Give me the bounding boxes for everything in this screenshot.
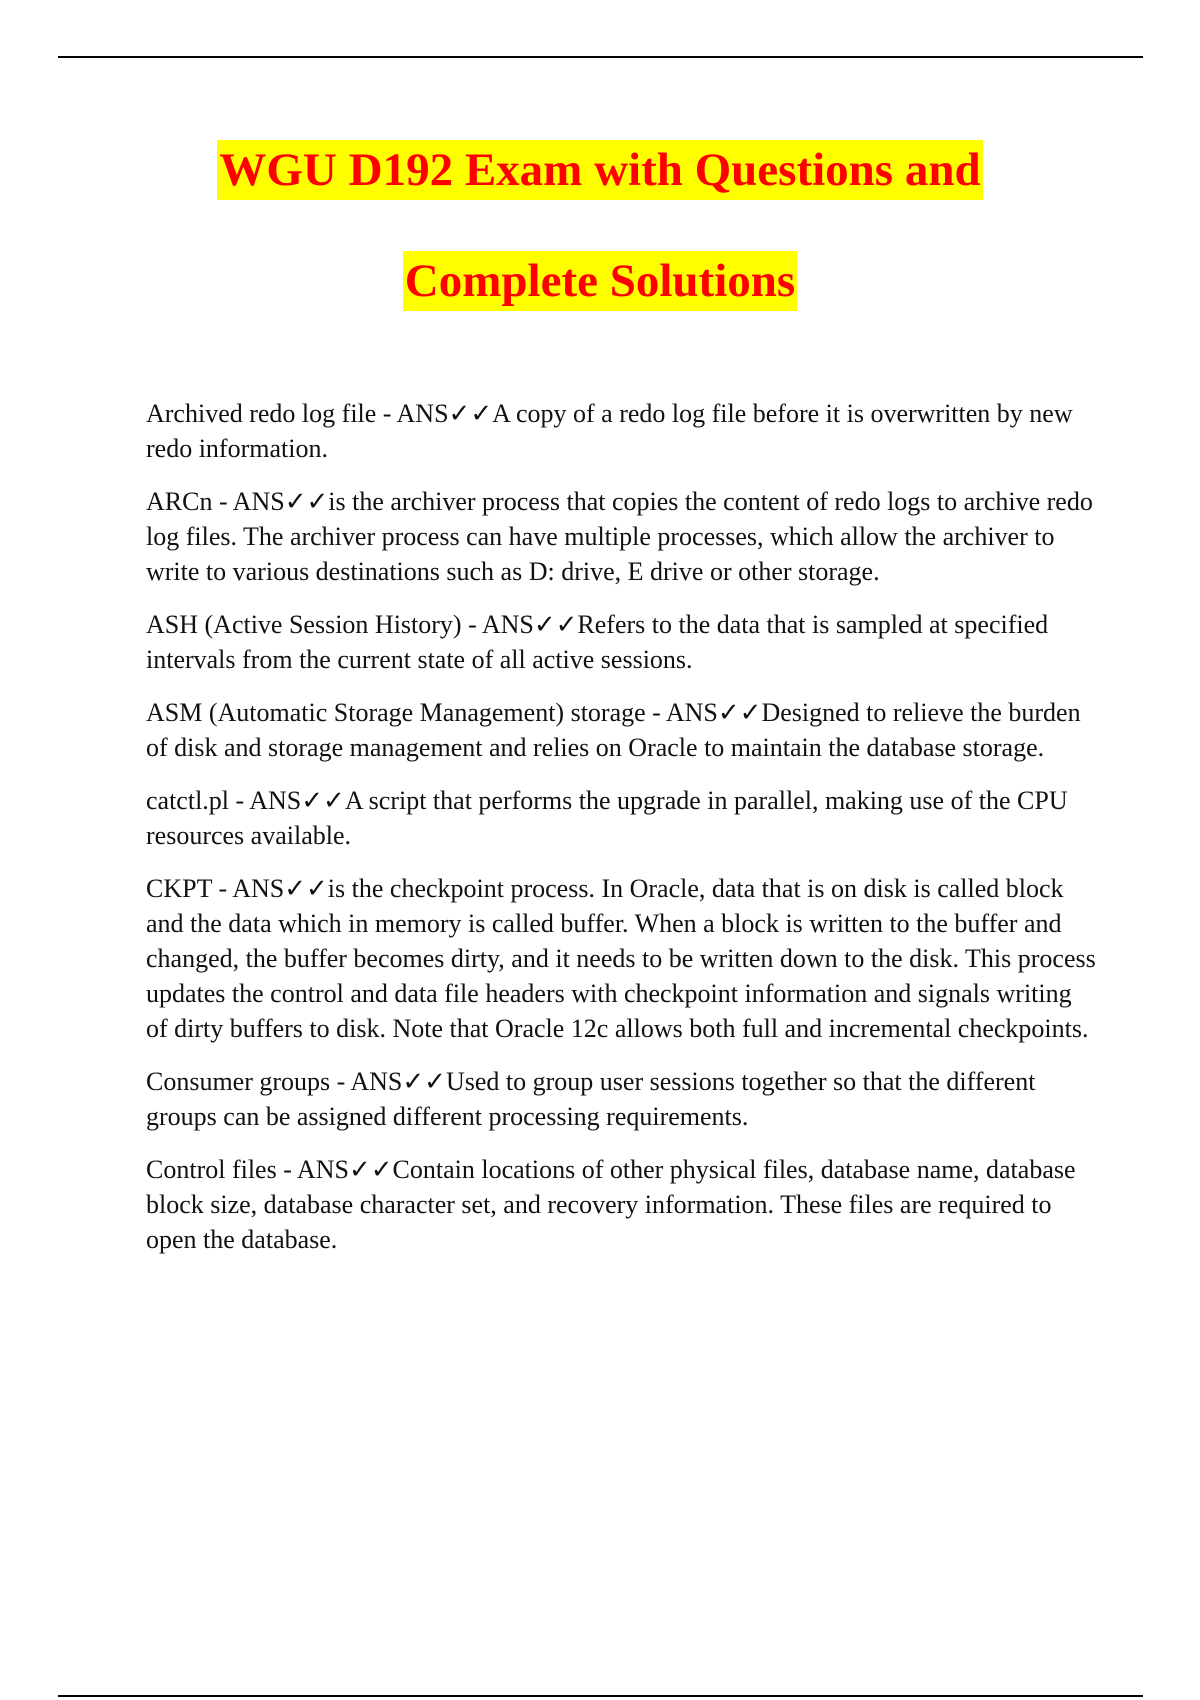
bottom-rule xyxy=(58,1695,1143,1697)
top-rule xyxy=(58,56,1143,58)
entry-asm-storage: ASM (Automatic Storage Management) storage - ANS✓✓Designed to relieve the burden of disk and storage management and relies on Oracle to maintain the database storage. xyxy=(146,698,1081,762)
document-title xyxy=(0,140,1200,311)
qa-entries xyxy=(146,396,1096,1275)
entry-archived-redo-log-file: Archived redo log file - ANS✓✓A copy of a redo log file before it is overwritten by new redo information. xyxy=(146,399,1073,463)
entry-catctl-pl: catctl.pl - ANS✓✓A script that performs the upgrade in parallel, making use of the CPU resources available. xyxy=(146,786,1068,850)
entry-ckpt: CKPT - ANS✓✓is the checkpoint process. In Oracle, data that is on disk is called block and the data which in memory is called buffer. When a block is written to the buffer and changed, the buffer becomes dirty, and it needs to be written down to the disk. This process updates the control and data file headers with checkpoint information and signals writing of dirty buffers to disk. Note that Oracle 12c allows both full and incremental checkpoints. xyxy=(146,874,1096,1043)
entry-arcn: ARCn - ANS✓✓is the archiver process that copies the content of redo logs to archive redo log files. The archiver process can have multiple processes, which allow the archiver to write to various destinations such as D: drive, E drive or other storage. xyxy=(146,487,1093,586)
entry-consumer-groups: Consumer groups - ANS✓✓Used to group user sessions together so that the different groups can be assigned different processing requirements. xyxy=(146,1067,1036,1131)
entry-control-files: Control files - ANS✓✓Contain locations of other physical files, database name, database block size, database character set, and recovery information. These files are required to open the database. xyxy=(146,1155,1076,1254)
entry-ash: ASH (Active Session History) - ANS✓✓Refers to the data that is sampled at specified intervals from the current state of all active sessions. xyxy=(146,610,1049,674)
title-line-1: WGU D192 Exam with Questions and xyxy=(217,140,982,200)
title-line-2: Complete Solutions xyxy=(403,251,797,311)
